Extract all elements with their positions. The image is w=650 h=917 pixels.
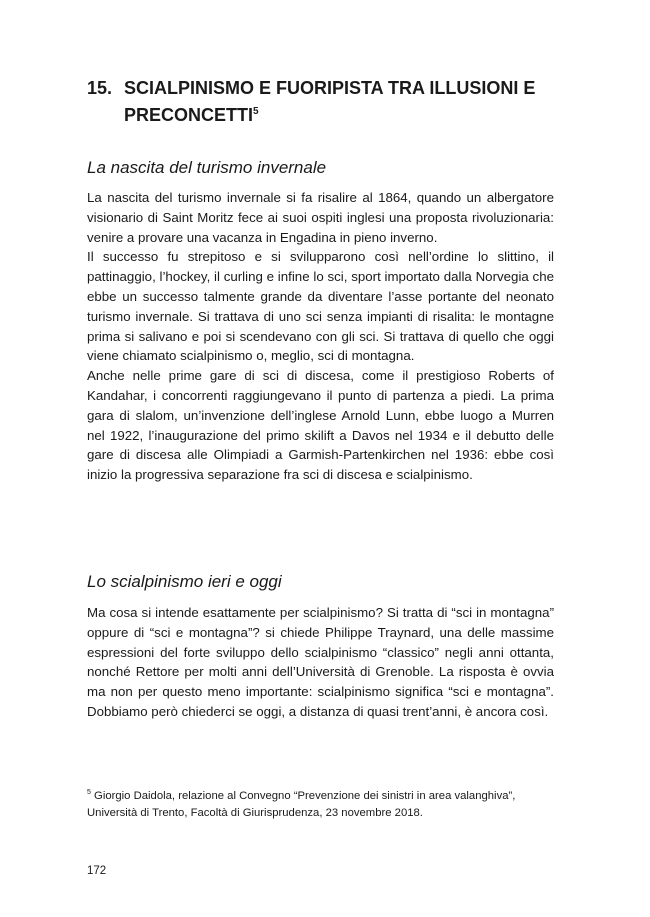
paragraph: La nascita del turismo invernale si fa risalire al 1864, quando un albergatore visionario di Saint Moritz fece ai suoi ospiti inglesi una proposta rivoluzionaria: venire a provare una vacanza in Engadina in pieno inverno. xyxy=(87,190,554,245)
section-body xyxy=(87,603,554,722)
section-heading: La nascita del turismo invernale xyxy=(87,158,327,177)
footnote-marker: 5 xyxy=(87,789,91,796)
chapter-title-text: SCIALPINISMO E FUORIPISTA TRA ILLUSIONI E PRECONCETTI xyxy=(124,78,536,125)
chapter-number: 15. xyxy=(87,78,113,98)
footnote-text: Giorgio Daidola, relazione al Convegno “Prevenzione dei sinistri in area valanghiva”, Università di Trento, Facoltà di Giurisprudenza, 23 novembre 2018. xyxy=(87,790,516,819)
footnote-reference[interactable]: 5 xyxy=(253,106,259,117)
section-body xyxy=(87,188,554,485)
page-number: 172 xyxy=(87,865,107,877)
section-heading: Lo scialpinismo ieri e oggi xyxy=(87,572,282,591)
paragraph: Il successo fu strepitoso e si svilupparono così nell’ordine lo slittino, il pattinaggio, l’hockey, il curling e infine lo sci, sport importato dalla Norvegia che ebbe un successo talmente grande da diventare l’asse portante del neonato turismo invernale. Si trattava di uno sci senza impianti di risalita: le montagne prima si salivano e poi si scendevano con gli sci. Si trattava di quello che oggi viene chiamato scialpinismo o, meglio, sci di montagna. xyxy=(87,249,554,364)
paragraph: Anche nelle prime gare di sci di discesa, come il prestigioso Roberts of Kandahar, i concorrenti raggiungevano il punto di partenza a piedi. La prima gara di slalom, un’invenzione dell’inglese Arnold Lunn, ebbe luogo a Murren nel 1922, l’inaugurazione del primo skilift a Davos nel 1934 e il debutto delle gare di discesa alle Olimpiadi a Garmish-Partenkirchen nel 1936: ebbe così inizio la progressiva separazione fra sci di discesa e scialpinismo. xyxy=(87,368,554,483)
paragraph: Ma cosa si intende esattamente per scialpinismo? Si tratta di “sci in montagna” oppure di “sci e montagna”? si chiede Philippe Traynard, una delle massime espressioni del forte sviluppo dello scialpinismo “classico” negli anni ottanta, nonché Rettore per molti anni dell’Università di Grenoble. La risposta è ovvia ma non per questo meno importante: scialpinismo significa “sci e montagna”. Dobbiamo però chiederci se oggi, a distanza di quasi trent’anni, è ancora così. xyxy=(87,605,554,719)
chapter-title xyxy=(87,75,567,129)
footnote xyxy=(87,788,557,822)
